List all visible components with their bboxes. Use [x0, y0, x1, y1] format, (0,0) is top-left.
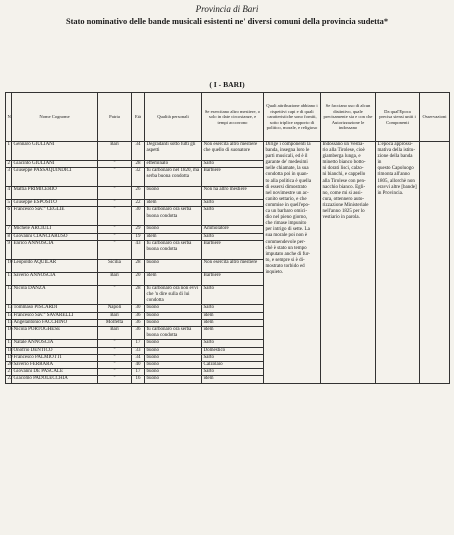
row-number: 17 — [7, 340, 13, 346]
text-line: imputato anche di fur- — [265, 251, 310, 257]
birthplace: " — [98, 168, 132, 187]
age: 29 — [132, 226, 145, 233]
leader-attributes — [264, 142, 321, 384]
personal-qualities: idem — [145, 272, 202, 285]
column-header: Quali attribuzione abbiano i rispettivi capi e di quali caratteristiche sono forniti, sotto triplice rapporto di politico, morale, e religioso — [264, 93, 321, 142]
person-name: Nicola PORTOGHESE — [12, 327, 98, 340]
person-name: Francesco PALMIOTTI — [12, 354, 98, 361]
column-header: Se facciano uso di alcun distintivo, quale precisamente sia e con che Autorizzazione le indossano — [321, 93, 376, 142]
register-body — [6, 142, 450, 384]
occupation: idem — [202, 376, 264, 383]
birthplace: Sicilia — [98, 259, 132, 272]
insignia-description — [321, 142, 376, 384]
age: 17 — [132, 340, 145, 347]
text-line: ni dorati lisci, calzo- — [322, 166, 364, 172]
age: 28 — [132, 285, 145, 305]
occupation: idem — [202, 312, 264, 319]
occupation: idem — [202, 327, 264, 340]
birthplace: Bari — [98, 142, 132, 161]
birthplace: " — [98, 347, 132, 354]
personal-qualities: idem — [145, 200, 202, 207]
register-table — [5, 92, 450, 384]
column-header: Patria — [98, 93, 132, 142]
birthplace: " — [98, 207, 132, 226]
person-name: Tommaso PISCARDI — [12, 305, 98, 312]
age: 30 — [132, 207, 145, 226]
age: 34 — [132, 354, 145, 361]
personal-qualities: buono — [145, 259, 202, 272]
occupation: Sarto — [202, 207, 264, 226]
row-number: 6 — [6, 207, 12, 226]
row-number: 11 — [6, 272, 12, 285]
birthplace: " — [98, 340, 132, 347]
text-line: che rimase impunito — [265, 221, 307, 227]
column-header: Nome Cognome — [12, 93, 98, 142]
row-number: 16 — [6, 327, 12, 340]
text-line: Indossano un Vestia- — [322, 142, 365, 147]
row-number: 9 — [6, 240, 12, 259]
age: 33 — [132, 347, 145, 354]
occupation: Sarto — [202, 340, 264, 347]
age: 22 — [132, 200, 145, 207]
person-name: Giovanni CIANCIARUSO — [12, 233, 98, 240]
text-line: parti musicali, ed è il — [265, 154, 308, 160]
personal-qualities: fu carbonaro nel 1820, ma serba buona condotta — [145, 168, 202, 187]
personal-qualities: effeminato — [145, 161, 202, 168]
birthplace: " — [98, 161, 132, 168]
row-number: 15 — [7, 319, 13, 325]
occupation: Barbiere — [202, 272, 264, 285]
text-line: ca un barbaro omici- — [265, 209, 308, 215]
age: 34 — [132, 142, 145, 161]
column-header: Da qual'Epoca precisa siensi uniti i Componenti — [376, 93, 420, 142]
text-line: cura, ottennero auto- — [322, 196, 365, 202]
document-subtitle: Stato nominativo delle bande musicali esistenti ne' diversi comuni della provincia sudetta* — [65, 17, 389, 26]
age: 28 — [132, 259, 145, 272]
age: 36 — [132, 312, 145, 319]
age: 40 — [132, 362, 145, 369]
text-line: eravvi altre [bande] — [377, 184, 417, 190]
row-number: 4 — [6, 187, 12, 200]
age: 19 — [132, 233, 145, 240]
person-name: Natale ANNOSCIA — [12, 340, 98, 347]
text-line: condotta poi in quan- — [265, 172, 309, 178]
birthplace: " — [98, 187, 132, 200]
personal-qualities: buono — [145, 362, 202, 369]
text-line: chè è stato un tempo — [265, 245, 307, 251]
personal-qualities: buono — [145, 376, 202, 383]
person-name: Giovanni DE PASCALE — [12, 369, 98, 376]
person-name: Michele ARCIULI — [12, 226, 98, 233]
row-number: 3 — [6, 168, 12, 187]
text-line: minetto bianco botto- — [322, 160, 366, 166]
text-line: to, e sempre si è di- — [265, 257, 305, 263]
personal-qualities: fu carbonaro ora non evvi che 'n dire sulla di lui condotta — [145, 285, 202, 305]
row-number: 12 — [6, 285, 12, 305]
age: 43 — [132, 240, 145, 259]
text-line: questo Capoluogo — [377, 166, 414, 172]
age: 20 — [132, 272, 145, 285]
birthplace: Bari — [98, 272, 132, 285]
column-header: Età — [132, 93, 145, 142]
founding-epoch — [376, 142, 420, 384]
section-heading: ( I - BARI) — [209, 80, 245, 89]
occupation: Barbiere — [202, 168, 264, 187]
text-line: dio nel pieno giorno, — [265, 215, 308, 221]
table-row — [6, 142, 450, 161]
birthplace: " — [98, 362, 132, 369]
person-name: Giacomo PADOLECCHIA — [12, 376, 98, 383]
birthplace: " — [98, 285, 132, 305]
age: 36 — [132, 319, 145, 326]
text-line: ni bianchi, e cappello — [322, 172, 366, 178]
column-header: Qualità personali — [145, 93, 202, 142]
text-line: nelle chiamate, la sua — [265, 166, 309, 172]
text-line: in Provincia. — [377, 190, 404, 196]
occupation: Sarto — [202, 369, 264, 376]
birthplace: " — [98, 376, 132, 383]
occupation: Sarto — [202, 233, 264, 240]
person-name: Nicola DANZA — [12, 285, 98, 305]
occupation: Sarto — [202, 305, 264, 312]
text-line: nel novimestre un ac- — [265, 190, 309, 196]
row-number: 20 — [7, 362, 13, 368]
text-line: canito settario, e che — [265, 196, 307, 202]
occupation: Ammolatore — [202, 226, 264, 233]
row-number: 19 — [7, 354, 13, 360]
text-line: giamberga lunga, e — [322, 154, 361, 160]
birthplace: " — [98, 240, 132, 259]
text-line: nacchio bianco. Egli- — [322, 184, 366, 190]
person-name: Giuseppe ESPOSITO — [12, 200, 98, 207]
row-number: 21 — [7, 369, 13, 375]
row-number: 14 — [7, 312, 13, 318]
occupation: idem — [202, 319, 264, 326]
occupation: Non esercita altro mestiere — [202, 259, 264, 272]
personal-qualities: fu carbonaro ora serba buona condotta — [145, 207, 202, 226]
age: 32 — [132, 168, 145, 187]
column-header: Se esercitano altro mestiere, o solo in date circostanze, e tempi accorrono — [202, 93, 264, 142]
table-header-row — [6, 93, 450, 142]
text-line: banda, insegna loro le — [265, 148, 310, 154]
personal-qualities: buono — [145, 369, 202, 376]
row-number: 18 — [7, 347, 13, 353]
personal-qualities: buono — [145, 340, 202, 347]
birthplace: " — [98, 354, 132, 361]
row-number: 10 — [6, 259, 12, 272]
person-name: Gennaro GIULIANI — [12, 142, 98, 161]
personal-qualities: buono — [145, 354, 202, 361]
text-line: inquieto. — [265, 269, 284, 275]
birthplace: " — [98, 369, 132, 376]
age: 28 — [132, 161, 145, 168]
birthplace: " — [98, 226, 132, 233]
text-line: rio alla Tirolese, cioè — [322, 148, 365, 154]
text-line: rimonta all'anno — [377, 172, 410, 178]
text-line: Dirige i componenti la — [265, 142, 311, 147]
province-title: Provincia di Bari — [195, 4, 259, 14]
row-number: 5 — [7, 200, 10, 206]
text-line: commendevole per- — [265, 239, 306, 245]
personal-qualities: buono — [145, 319, 202, 326]
row-number: 1 — [6, 142, 12, 161]
text-line: garante de' medesimi — [265, 160, 308, 166]
row-number: 2 — [7, 161, 10, 166]
text-line: vestiario in parola. — [322, 215, 360, 221]
text-line: L'epoca approssi- — [377, 142, 413, 147]
row-number: 22 — [7, 376, 13, 382]
birthplace: Napoli — [98, 305, 132, 312]
personal-qualities: buono — [145, 187, 202, 200]
birthplace: Molfetta — [98, 319, 132, 326]
age: 36 — [132, 327, 145, 340]
person-name: Francesco Sav.° SAVARELLI — [12, 312, 98, 319]
age: 30 — [132, 305, 145, 312]
text-line: per intrigo di sette. La — [265, 227, 310, 233]
person-name: Enrico ANNOSCIA — [12, 240, 98, 259]
text-line: 1805, allorchè non — [377, 178, 415, 184]
personal-qualities: buono — [145, 347, 202, 354]
occupation: Non ha altro mestiere — [202, 187, 264, 200]
text-line: nell'anno 1825 per lo — [322, 209, 365, 215]
observations — [420, 142, 450, 384]
age: 17 — [132, 369, 145, 376]
occupation: Sarto — [202, 161, 264, 168]
text-line: sua morale poi non è — [265, 233, 308, 239]
occupation: Sarto — [202, 200, 264, 207]
personal-qualities: buono — [145, 312, 202, 319]
person-name: Giuseppe PASSAQUINDICI — [12, 168, 98, 187]
person-name: Saverio ANNOSCIA — [12, 272, 98, 285]
text-line: mativa della istitu- — [377, 148, 415, 154]
occupation: Non esercita altro mestiere che quello di suonatore — [202, 142, 264, 161]
personal-qualities: idem — [145, 233, 202, 240]
text-line: commise in quell'epo- — [265, 202, 310, 208]
row-number: 7 — [7, 226, 10, 232]
birthplace: Bari — [98, 327, 132, 340]
personal-qualities: Degradanti sotto tutti gli aspetti — [145, 142, 202, 161]
text-line: to alla politica è quella — [265, 178, 312, 184]
personal-qualities: fu carbonaro ora serba buona condotta — [145, 327, 202, 340]
column-header: N. — [6, 93, 12, 142]
text-line: rizzazione Ministeriale — [322, 202, 369, 208]
occupation: Barbiere — [202, 240, 264, 259]
row-number: 8 — [7, 233, 10, 239]
age: 16 — [132, 376, 145, 383]
row-number: 13 — [7, 305, 13, 311]
age: 26 — [132, 187, 145, 200]
person-name: Saverio FERRARA — [12, 362, 98, 369]
person-name: Francesco Sav.° CEGLIE — [12, 207, 98, 226]
birthplace: Bari — [98, 312, 132, 319]
person-name: Onofrio DENTICO — [12, 347, 98, 354]
text-line: di essersi dimostrato — [265, 184, 307, 190]
occupation: Domestico — [202, 347, 264, 354]
person-name: Giacinto GIULIANI — [12, 161, 98, 168]
occupation: Calzolaio — [202, 362, 264, 369]
person-name: Angelantonio FACCHINO — [12, 319, 98, 326]
text-line: mostrato torbido ed — [265, 263, 305, 269]
personal-qualities: buono — [145, 305, 202, 312]
birthplace: " — [98, 200, 132, 207]
column-header: Osservazioni — [420, 93, 450, 142]
occupation: Sarto — [202, 354, 264, 361]
birthplace: " — [98, 233, 132, 240]
text-line: alla Tirolese con pen- — [322, 178, 366, 184]
occupation: Sarto — [202, 285, 264, 305]
text-line: zione della banda in — [377, 154, 413, 166]
person-name: Mattia PRIMICERIO — [12, 187, 98, 200]
person-name: Leopoldo AQUILAR — [12, 259, 98, 272]
personal-qualities: buono — [145, 226, 202, 233]
personal-qualities: fu carbonaro ora serba buona condotta — [145, 240, 202, 259]
text-line: no, come mi si assi- — [322, 190, 363, 196]
